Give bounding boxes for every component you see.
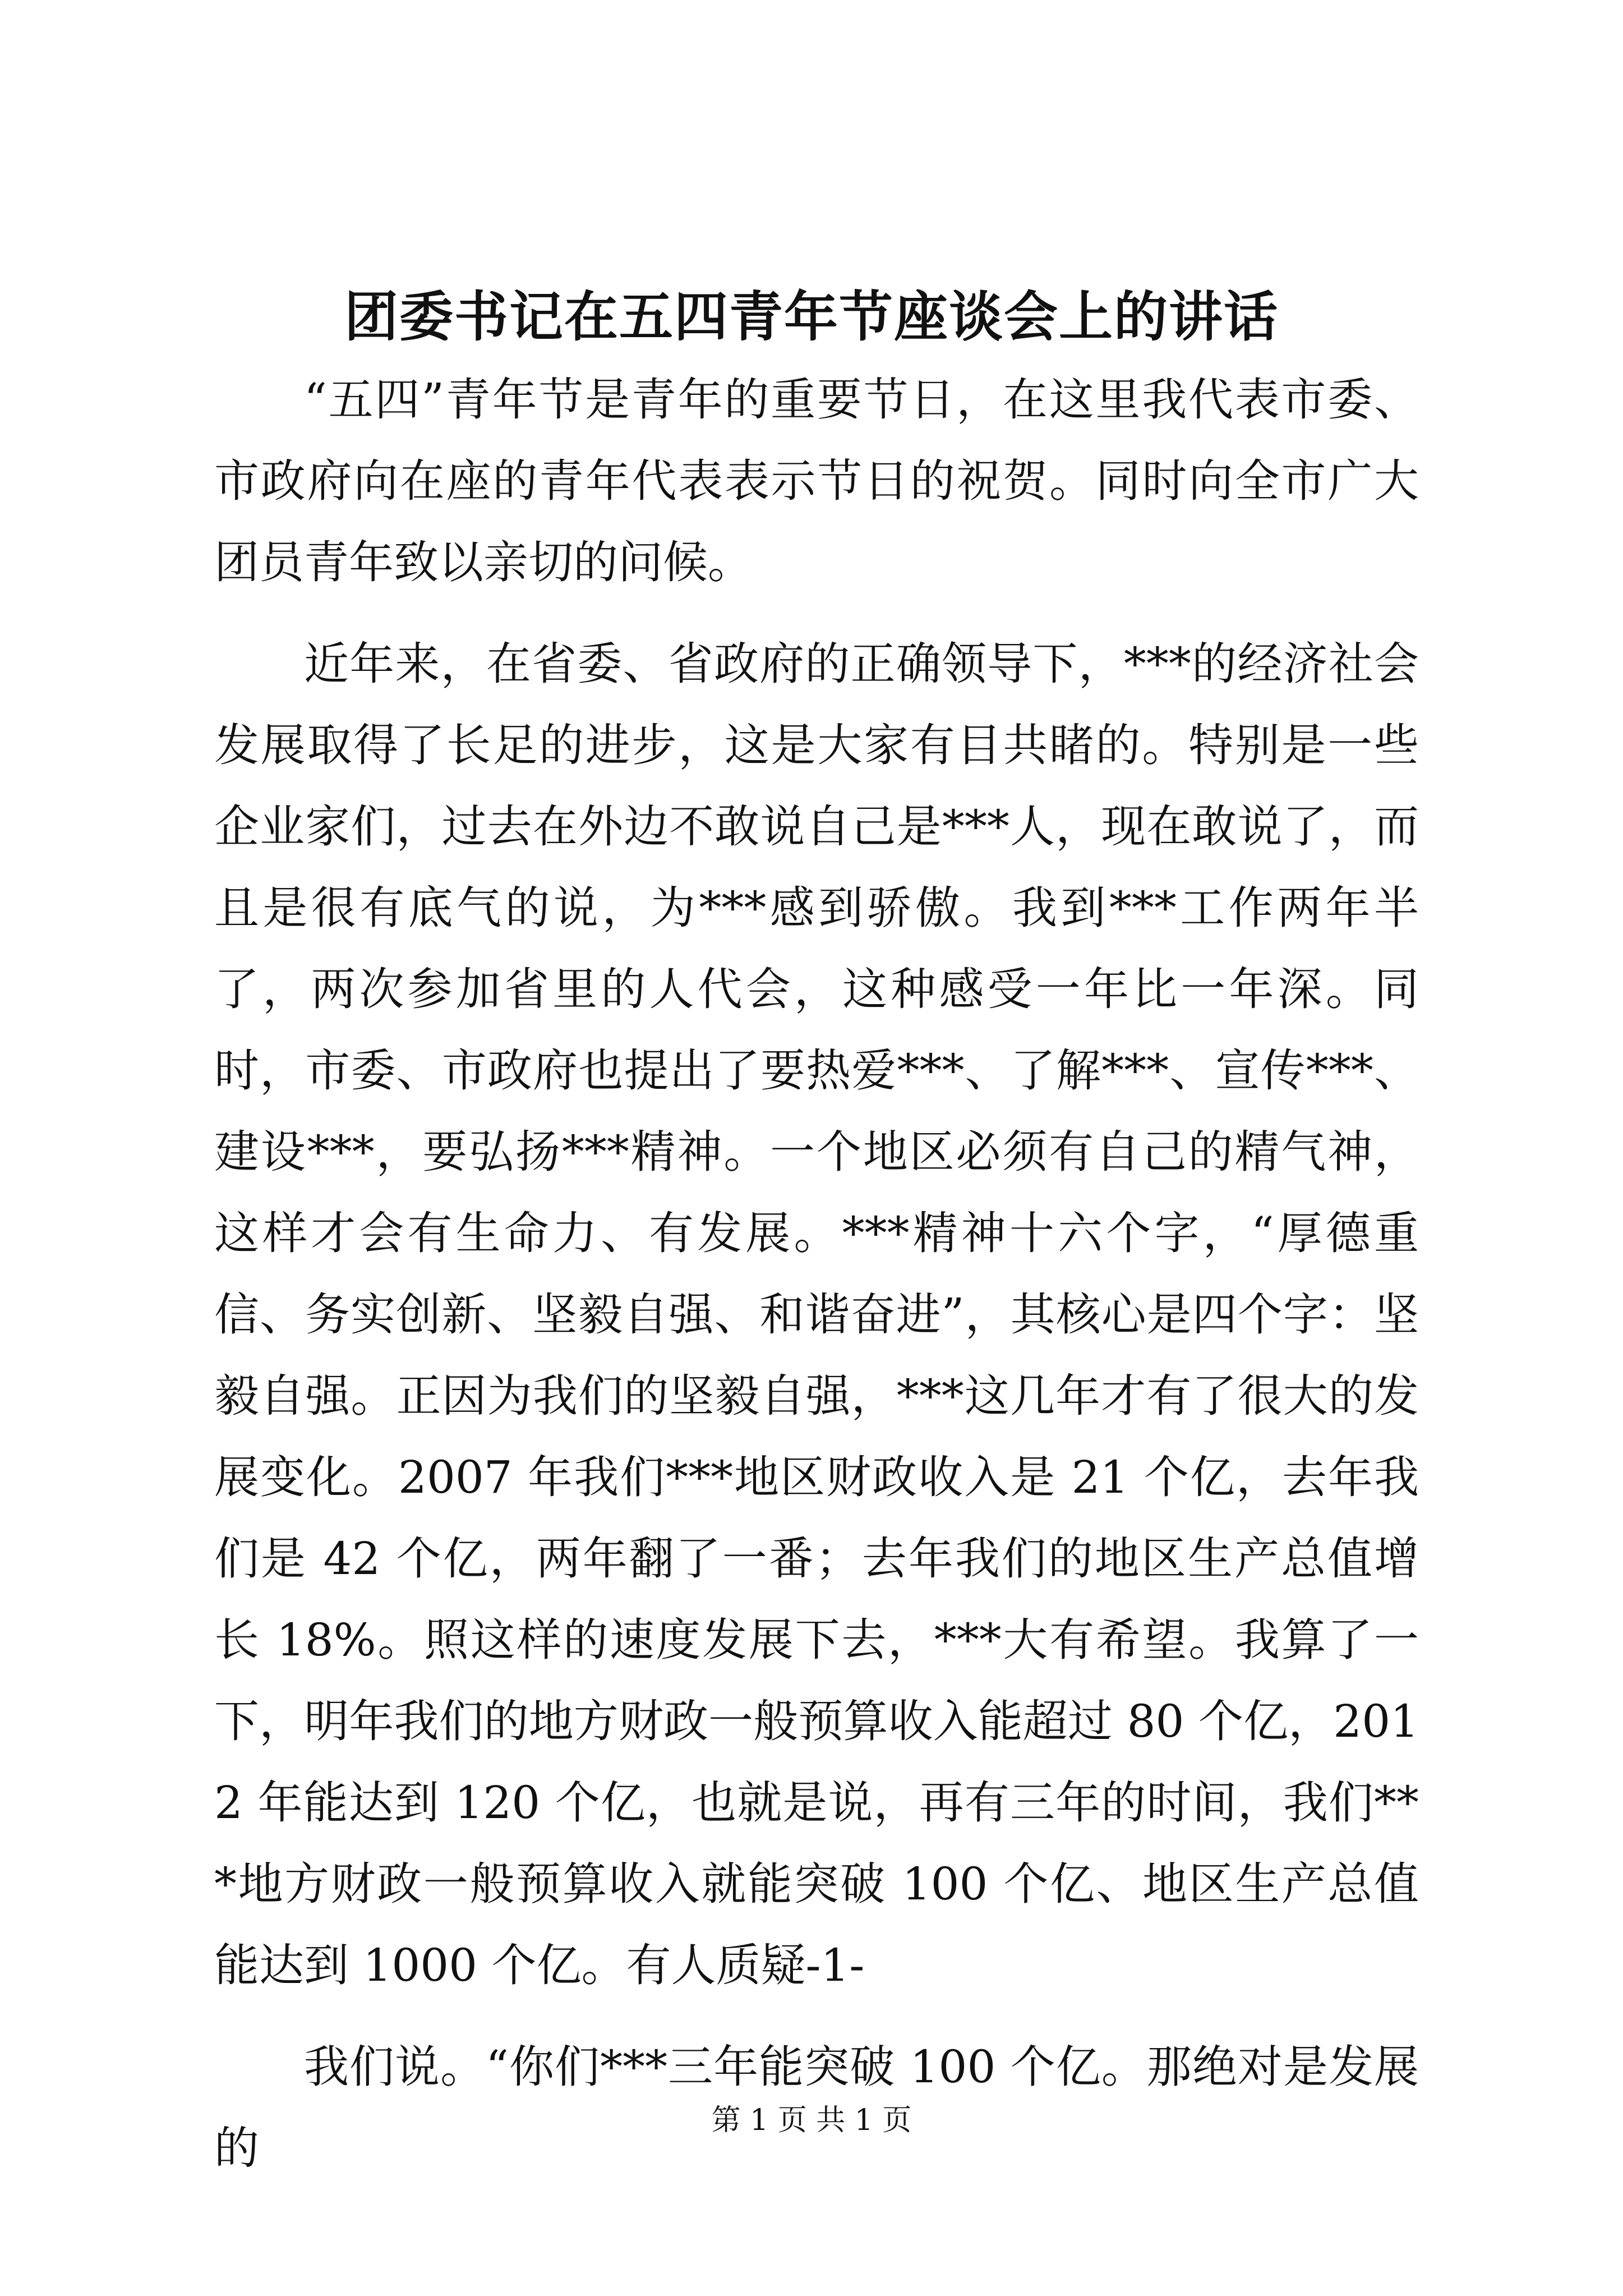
paragraph-2: 近年来，在省委、省政府的正确领导下，***的经济社会发展取得了长足的进步，这是大家有目共睹的。特别是一些企业家们，过去在外边不敢说自己是***人，现在敢说了，而且是很有底气的说，为***感到骄傲。我到***工作两年半了，两次参加省里的人代会，这种感受一年比一年深。同时，市委、市政府也提出了要热爱***、了解***、宣传***、建设***，要弘扬***精神。一个地区必须有自己的精气神，这样才会有生命力、有发展。***精神十六个字，“厚德重信、务实创新、坚毅自强、和谐奋进”，其核心是四个字：坚毅自强。正因为我们的坚毅自强，***这几年才有了很大的发展变化。2007 年我们***地区财政收入是 21 个亿，去年我们是 42 个亿，两年翻了一番；去年我们的地区生产总值增长 18%。照这样的速度发展下去，***大有希望。我算了一下，明年我们的地方财政一般预算收入能超过 80 个亿，2012 年能达到 120 个亿，也就是说，再有三年的时间，我们***地方财政一般预算收入就能突破 100 个亿、地区生产总值能达到 1000 个亿。有人质疑-1- (214, 638, 1419, 1991)
document-title: 团委书记在五四青年节座谈会上的讲话 (344, 285, 1279, 348)
paragraph-3: 我们说。“你们***三年能突破 100 个亿。那绝对是发展的 (214, 2041, 1419, 2174)
page-footer: 第 1 页 共 1 页 (711, 2104, 912, 2137)
paragraph-1: “五四”青年节是青年的重要节日，在这里我代表市委、市政府向在座的青年代表表示节日的祝贺。同时向全市广大团员青年致以亲切的问候。 (214, 374, 1419, 588)
document-body (214, 359, 1419, 2189)
